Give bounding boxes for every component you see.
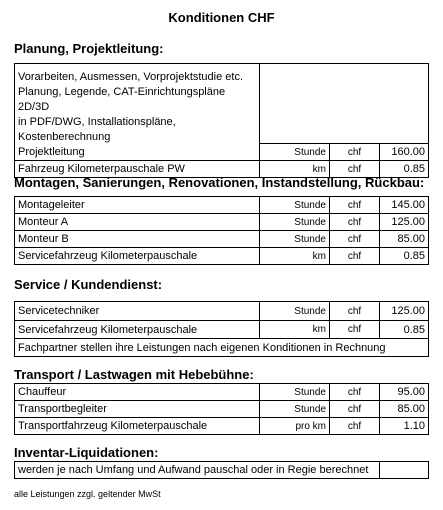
currency-cell: chf bbox=[330, 401, 380, 418]
empty-cell bbox=[380, 462, 429, 479]
unit-cell: km bbox=[260, 248, 330, 265]
currency-cell: chf bbox=[330, 248, 380, 265]
currency-cell: chf bbox=[330, 214, 380, 231]
section-heading-planung: Planung, Projektleitung: bbox=[14, 41, 164, 56]
unit-cell: Stunde bbox=[260, 231, 330, 248]
price-cell: 0.85 bbox=[380, 248, 429, 265]
currency-cell: chf bbox=[330, 231, 380, 248]
price-cell: 0.85 bbox=[380, 161, 429, 178]
desc-line: Projektleitung bbox=[18, 146, 85, 158]
price-cell: 85.00 bbox=[380, 401, 429, 418]
unit-cell: Stunde bbox=[260, 144, 330, 161]
planung-description bbox=[15, 64, 260, 161]
currency-cell: chf bbox=[330, 418, 380, 435]
table-row bbox=[15, 401, 429, 418]
table-transport bbox=[14, 383, 429, 435]
unit-cell: pro km bbox=[260, 418, 330, 435]
table-row bbox=[15, 339, 429, 357]
inventar-note: werden je nach Umfang und Aufwand pauschal oder in Regie berechnet bbox=[15, 462, 380, 479]
table-montagen bbox=[14, 196, 429, 265]
label-cell: Transportbegleiter bbox=[15, 401, 260, 418]
section-heading-inventar: Inventar-Liquidationen: bbox=[14, 445, 159, 460]
table-service bbox=[14, 301, 429, 357]
section-heading-montagen: Montagen, Sanierungen, Renovationen, Instandstellung, Rückbau: bbox=[14, 175, 425, 190]
table-row bbox=[15, 197, 429, 214]
unit-cell: km bbox=[260, 161, 330, 178]
label-cell: Transportfahrzeug Kilometerpauschale bbox=[15, 418, 260, 435]
unit-cell: Stunde bbox=[260, 214, 330, 231]
price-cell: 95.00 bbox=[380, 384, 429, 401]
unit-cell: Stunde bbox=[260, 401, 330, 418]
currency-cell: chf bbox=[330, 144, 380, 161]
table-row bbox=[15, 384, 429, 401]
label-cell: Chauffeur bbox=[15, 384, 260, 401]
currency-cell: chf bbox=[330, 302, 380, 321]
currency-cell: chf bbox=[330, 384, 380, 401]
price-cell: 85.00 bbox=[380, 231, 429, 248]
unit-cell: Stunde bbox=[260, 302, 330, 321]
currency-cell: chf bbox=[330, 161, 380, 178]
price-cell: 160.00 bbox=[380, 144, 429, 161]
footer-note: alle Leistungen zzgl. geltender MwSt bbox=[14, 489, 161, 499]
currency-cell: chf bbox=[330, 321, 380, 339]
unit-cell: km bbox=[260, 321, 330, 339]
label-cell: Fahrzeug Kilometerpauschale PW bbox=[15, 161, 260, 178]
label-cell: Monteur B bbox=[15, 231, 260, 248]
table-row bbox=[15, 418, 429, 435]
unit-cell: Stunde bbox=[260, 384, 330, 401]
label-cell: Servicefahrzeug Kilometerpauschale bbox=[15, 321, 260, 339]
page-title: Konditionen CHF bbox=[168, 10, 275, 25]
price-cell: 145.00 bbox=[380, 197, 429, 214]
desc-line: Kostenberechnung bbox=[18, 131, 111, 143]
section-heading-transport: Transport / Lastwagen mit Hebebühne: bbox=[14, 367, 254, 382]
table-row bbox=[15, 214, 429, 231]
label-cell: Servicefahrzeug Kilometerpauschale bbox=[15, 248, 260, 265]
desc-line: Vorarbeiten, Ausmessen, Vorprojektstudie etc. bbox=[18, 71, 244, 83]
table-row bbox=[15, 462, 429, 479]
unit-cell: Stunde bbox=[260, 197, 330, 214]
service-note: Fachpartner stellen ihre Leistungen nach eigenen Konditionen in Rechnung bbox=[15, 339, 429, 357]
price-cell: 125.00 bbox=[380, 302, 429, 321]
table-inventar bbox=[14, 461, 429, 479]
price-cell: 0.85 bbox=[380, 321, 429, 339]
label-cell: Monteur A bbox=[15, 214, 260, 231]
table-row bbox=[15, 302, 429, 321]
label-cell: Montageleiter bbox=[15, 197, 260, 214]
currency-cell: chf bbox=[330, 197, 380, 214]
price-cell: 1.10 bbox=[380, 418, 429, 435]
table-planung bbox=[14, 63, 429, 178]
table-row bbox=[15, 248, 429, 265]
table-row bbox=[15, 231, 429, 248]
table-row bbox=[15, 64, 429, 144]
section-heading-service: Service / Kundendienst: bbox=[14, 277, 163, 292]
label-cell: Servicetechniker bbox=[15, 302, 260, 321]
desc-line: Planung, Legende, CAT-Einrichtungspläne 2D/3D bbox=[18, 86, 226, 113]
empty-cell bbox=[260, 64, 429, 144]
price-cell: 125.00 bbox=[380, 214, 429, 231]
desc-line: in PDF/DWG, Installationspläne, bbox=[18, 116, 176, 128]
table-row bbox=[15, 321, 429, 339]
